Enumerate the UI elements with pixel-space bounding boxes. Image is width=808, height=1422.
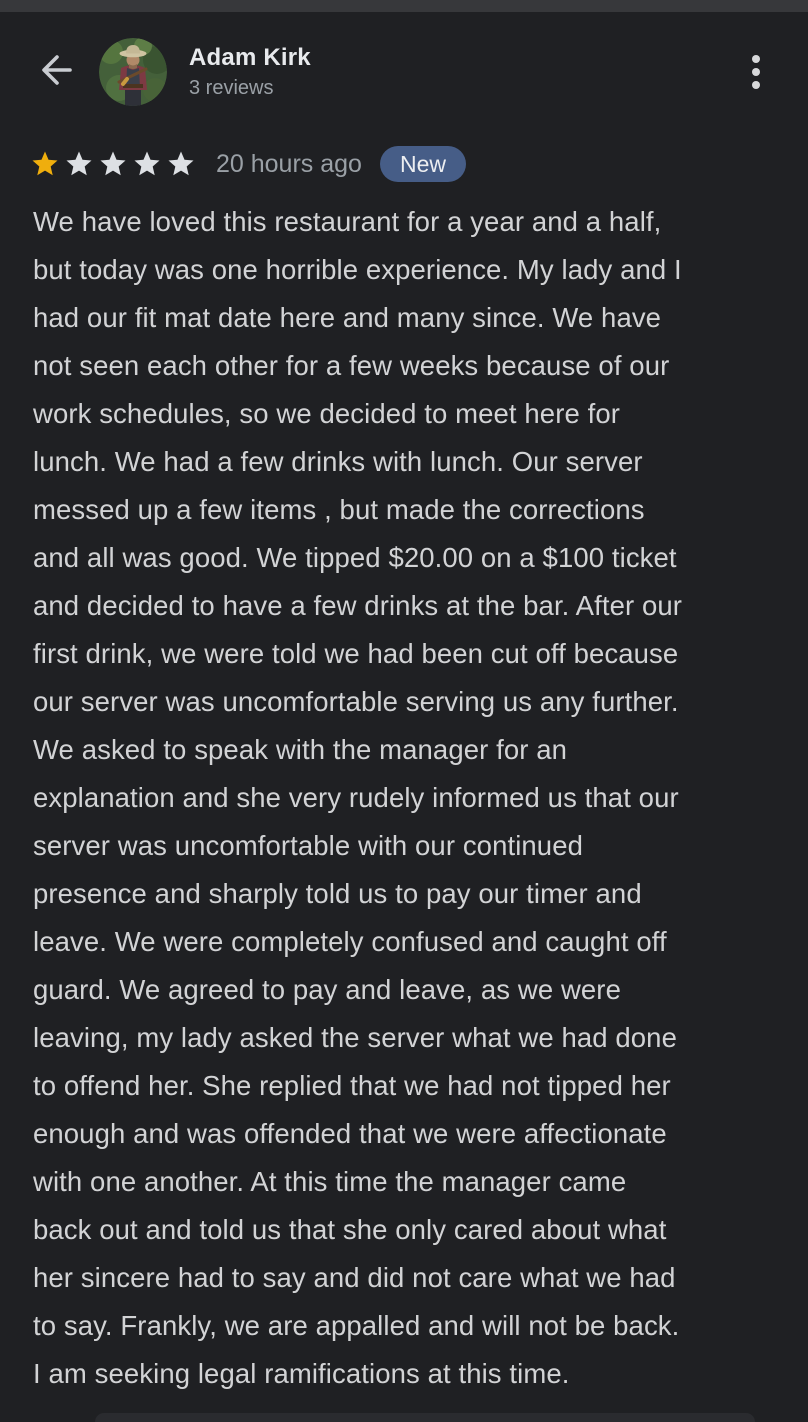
star-icon-filled	[30, 149, 64, 179]
star-icon-empty	[98, 149, 132, 179]
review-text-line: guard. We agreed to pay and leave, as we were	[33, 974, 621, 1005]
user-review-count: 3 reviews	[189, 77, 274, 99]
review-text-line: her sincere had to say and did not care what we had	[33, 1262, 676, 1293]
review-text-line: and all was good. We tipped $20.00 on a $100 ticket	[33, 542, 677, 573]
review-text-line: messed up a few items , but made the corrections	[33, 494, 645, 525]
review-text-line: not seen each other for a few weeks because of our	[33, 350, 670, 381]
review-text-line: We have loved this restaurant for a year and a half,	[33, 206, 662, 237]
back-button[interactable]	[33, 50, 77, 94]
review-text-line: I am seeking legal ramifications at this time.	[33, 1358, 570, 1389]
avatar[interactable]	[99, 38, 167, 106]
star-rating	[30, 149, 200, 179]
review-text-line: lunch. We had a few drinks with lunch. Our server	[33, 446, 643, 477]
review-text-line: explanation and she very rudely informed us that our	[33, 782, 679, 813]
review-text	[0, 198, 808, 1398]
review-text-line: and decided to have a few drinks at the bar. After our	[33, 590, 683, 621]
kebab-icon	[752, 55, 760, 89]
top-strip	[0, 0, 808, 12]
arrow-left-icon	[35, 50, 75, 95]
review-text-line: leave. We were completely confused and caught off	[33, 926, 667, 957]
review-text-line: to offend her. She replied that we had not tipped her	[33, 1070, 671, 1101]
user-name: Adam Kirk	[189, 44, 311, 71]
review-text-line: first drink, we were told we had been cut off because	[33, 638, 679, 669]
rating-row	[0, 144, 808, 184]
star-icon-empty	[132, 149, 166, 179]
avatar-image	[99, 38, 167, 106]
review-header	[0, 12, 808, 112]
review-text-line: but today was one horrible experience. My lady and I	[33, 254, 682, 285]
bottom-peeking-card[interactable]	[95, 1413, 755, 1422]
review-text-line: had our fit mat date here and many since. We have	[33, 302, 662, 333]
more-options-button[interactable]	[734, 50, 778, 94]
review-text-line: presence and sharply told us to pay our timer and	[33, 878, 642, 909]
review-text-line: work schedules, so we decided to meet here for	[33, 398, 620, 429]
review-text-line: with one another. At this time the manager came	[33, 1166, 627, 1197]
review-text-line: back out and told us that she only cared about what	[33, 1214, 667, 1245]
star-icon-empty	[64, 149, 98, 179]
review-text-line: We asked to speak with the manager for an	[33, 734, 568, 765]
review-text-line: server was uncomfortable with our continued	[33, 830, 583, 861]
review-timestamp: 20 hours ago	[216, 149, 362, 178]
review-text-line: our server was uncomfortable serving us any further.	[33, 686, 679, 717]
star-icon-empty	[166, 149, 200, 179]
review-text-line: leaving, my lady asked the server what we had done	[33, 1022, 677, 1053]
review-text-line: to say. Frankly, we are appalled and will not be back.	[33, 1310, 680, 1341]
new-badge: New	[380, 146, 466, 182]
review-text-line: enough and was offended that we were affectionate	[33, 1118, 667, 1149]
user-info	[189, 43, 311, 101]
